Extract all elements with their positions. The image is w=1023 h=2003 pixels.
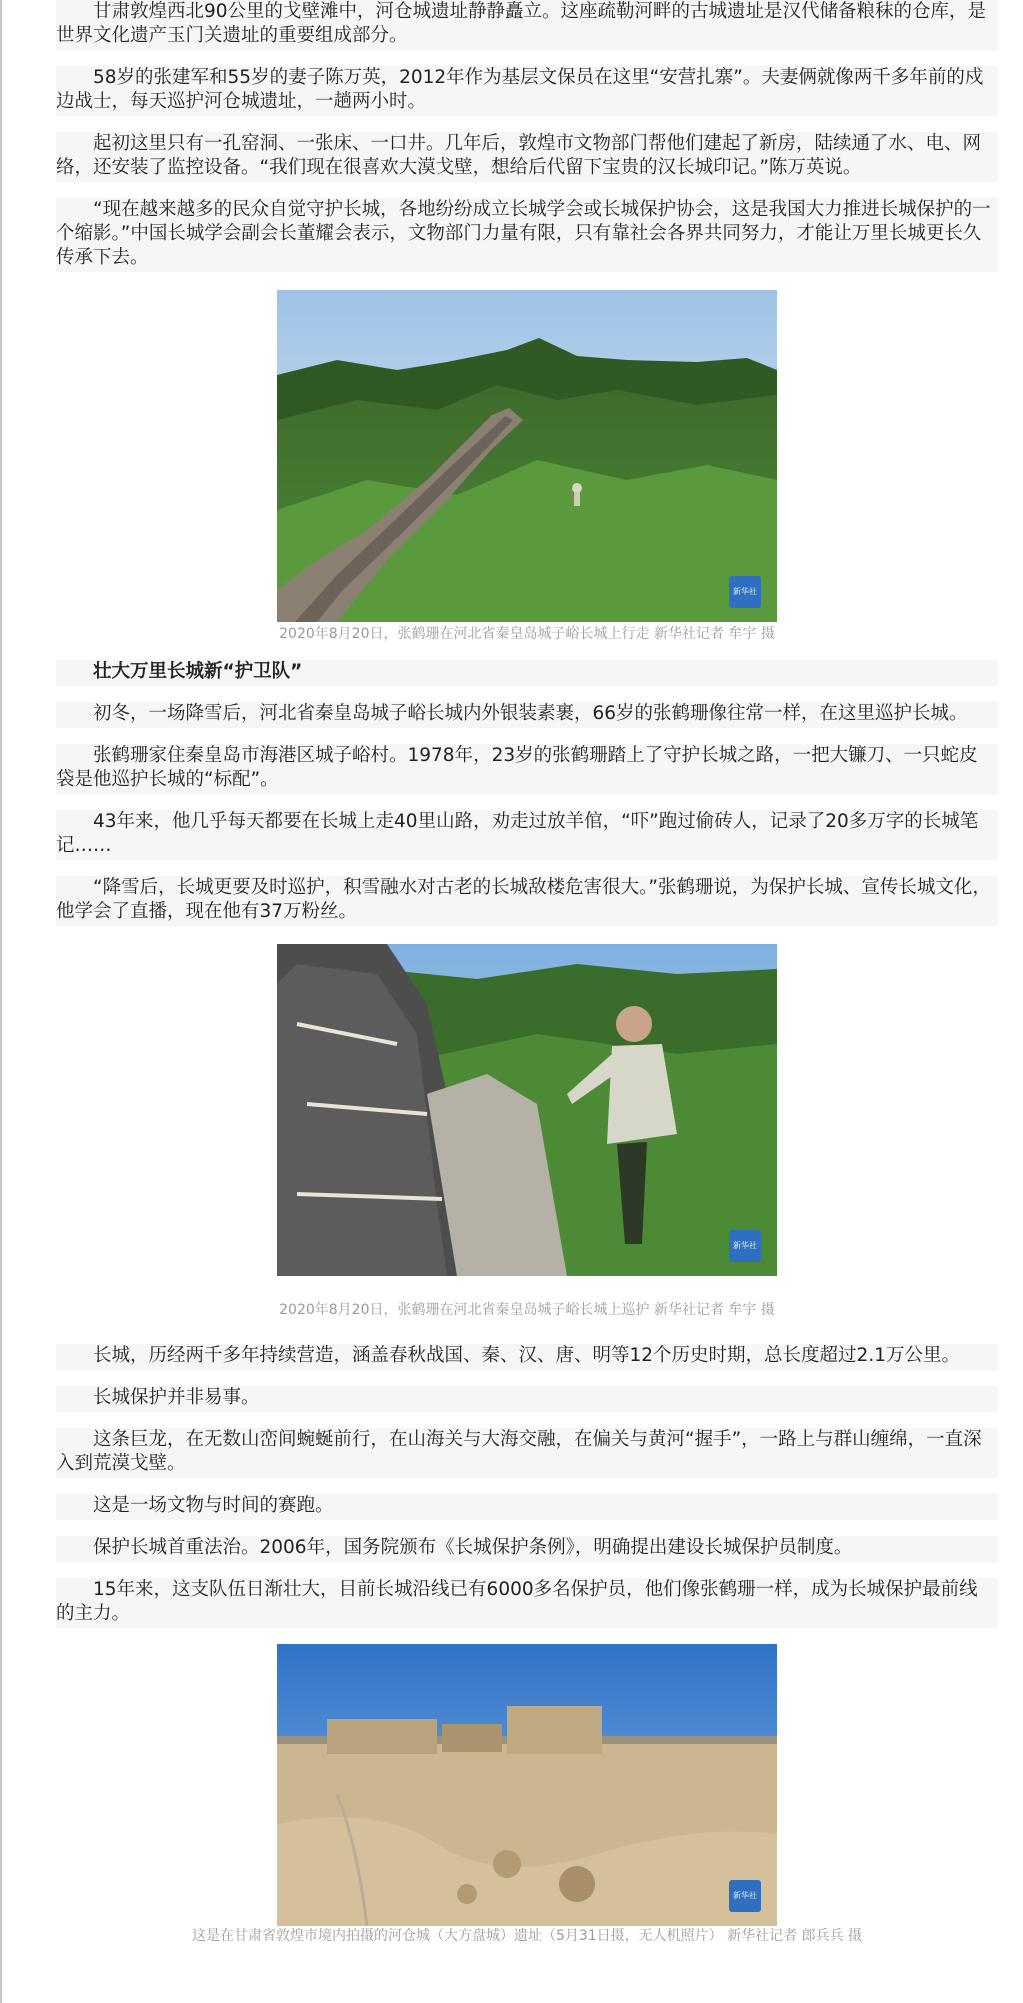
- photo-figure-3: [56, 1644, 998, 1926]
- article-body: [56, 0, 998, 1946]
- photo-caption-3: 这是在甘肃省敦煌市境内拍摄的河仓城（大方盘城）遗址（5月31日摄，无人机照片） 新华社记者 郎兵兵 摄: [191, 1928, 863, 1944]
- paragraph-12: 这是一场文物与时间的赛跑。: [56, 1494, 998, 1520]
- wall-patrol-image: [277, 944, 777, 1276]
- paragraph-7: 43年来，他几乎每天都要在长城上走40里山路，劝走过放羊倌，“吓”跑过偷砖人，记录了20多万字的长城笔记……: [56, 810, 998, 860]
- photo-figure-2: [56, 944, 998, 1276]
- wall-patrol-photo: [277, 944, 777, 1276]
- paragraph-3: 起初这里只有一孔窑洞、一张床、一口井。几年后，敦煌市文物部门帮他们建起了新房，陆续通了水、电、网络，还安装了监控设备。“我们现在很喜欢大漠戈壁，想给后代留下宝贵的汉长城印记。”陈万英说。: [56, 132, 998, 182]
- left-border: [0, 0, 2, 2003]
- hecang-ruins-photo: [277, 1644, 777, 1926]
- xinhua-logo: 新华社: [729, 1230, 761, 1262]
- xinhua-logo: 新华社: [729, 1880, 761, 1912]
- paragraph-8: “降雪后，长城更要及时巡护，积雪融水对古老的长城敌楼危害很大。”张鹤珊说，为保护长城、宣传长城文化，他学会了直播，现在他有37万粉丝。: [56, 876, 998, 926]
- hecang-ruins-image: [277, 1644, 777, 1926]
- paragraph-5: 初冬，一场降雪后，河北省秦皇岛城子峪长城内外银装素裹，66岁的张鹤珊像往常一样，在这里巡护长城。: [56, 702, 998, 728]
- great-wall-ridge-photo: [277, 290, 777, 622]
- great-wall-ridge-image: [277, 290, 777, 622]
- photo-caption-2: 2020年8月20日，张鹤珊在河北省秦皇岛城子峪长城上巡护 新华社记者 牟宇 摄: [279, 1302, 775, 1318]
- xinhua-logo: 新华社: [729, 576, 761, 608]
- photo-figure-1: [56, 290, 998, 622]
- paragraph-14: 15年来，这支队伍日渐壮大，目前长城沿线已有6000多名保护员，他们像张鹤珊一样，成为长城保护最前线的主力。: [56, 1578, 998, 1628]
- paragraph-1: 甘肃敦煌西北90公里的戈壁滩中，河仓城遗址静静矗立。这座疏勒河畔的古城遗址是汉代储备粮秣的仓库，是世界文化遗产玉门关遗址的重要组成部分。: [56, 0, 998, 50]
- paragraph-11: 这条巨龙，在无数山峦间蜿蜒前行，在山海关与大海交融，在偏关与黄河“握手”，一路上与群山缠绵，一直深入到荒漠戈壁。: [56, 1428, 998, 1478]
- paragraph-13: 保护长城首重法治。2006年，国务院颁布《长城保护条例》，明确提出建设长城保护员制度。: [56, 1536, 998, 1562]
- section-heading: 壮大万里长城新“护卫队”: [56, 660, 998, 686]
- paragraph-4: “现在越来越多的民众自觉守护长城，各地纷纷成立长城学会或长城保护协会，这是我国大力推进长城保护的一个缩影。”中国长城学会副会长董耀会表示，文物部门力量有限，只有靠社会各界共同努力，才能让万里长城更长久传承下去。: [56, 198, 998, 272]
- paragraph-9: 长城，历经两千多年持续营造，涵盖春秋战国、秦、汉、唐、明等12个历史时期，总长度超过2.1万公里。: [56, 1344, 998, 1370]
- paragraph-6: 张鹤珊家住秦皇岛市海港区城子峪村。1978年，23岁的张鹤珊踏上了守护长城之路，一把大镰刀、一只蛇皮袋是他巡护长城的“标配”。: [56, 744, 998, 794]
- photo-caption-1: 2020年8月20日，张鹤珊在河北省秦皇岛城子峪长城上行走 新华社记者 牟宇 摄: [279, 626, 775, 642]
- paragraph-10: 长城保护并非易事。: [56, 1386, 998, 1412]
- paragraph-2: 58岁的张建军和55岁的妻子陈万英，2012年作为基层文保员在这里“安营扎寨”。夫妻俩就像两千多年前的戍边战士，每天巡护河仓城遗址，一趟两小时。: [56, 66, 998, 116]
